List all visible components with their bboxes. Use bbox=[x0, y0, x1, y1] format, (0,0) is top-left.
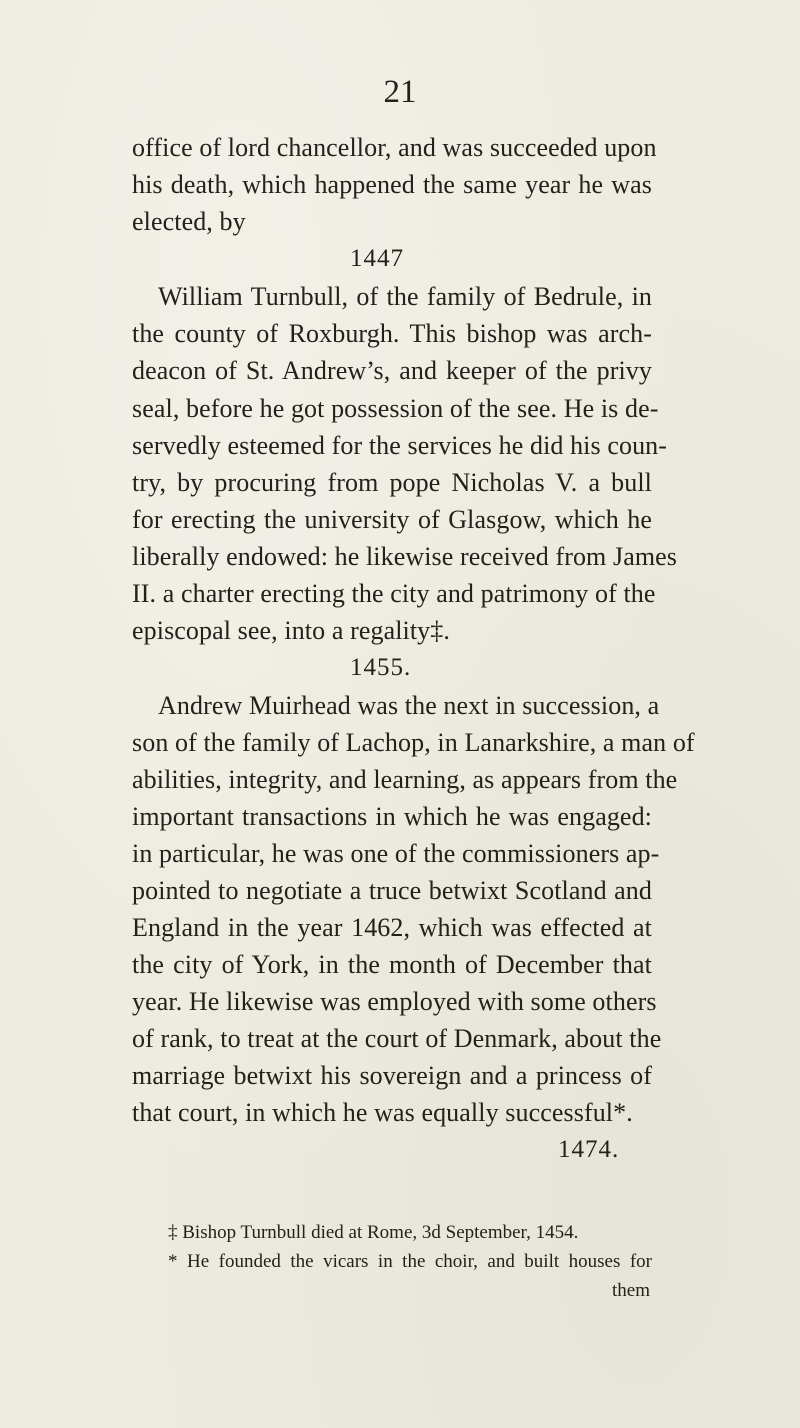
year-heading: 1474. bbox=[558, 1136, 620, 1163]
text-line: that court, in which he was equally successful*. bbox=[132, 1098, 633, 1127]
text-line: elected, by bbox=[132, 207, 246, 236]
page-number: 21 bbox=[383, 74, 417, 110]
year-heading: 1455. bbox=[350, 654, 412, 681]
footnote-line: ‡ Bishop Turnbull died at Rome, 3d September, 1454. bbox=[168, 1222, 579, 1243]
text-line: important transactions in which he was engaged: bbox=[132, 802, 652, 831]
text-line: servedly esteemed for the services he did his coun- bbox=[132, 431, 668, 460]
text-line: marriage betwixt his sovereign and a princess of bbox=[132, 1061, 652, 1090]
text-line: deacon of St. Andrew’s, and keeper of the privy bbox=[132, 356, 652, 385]
text-line: the county of Roxburgh. This bishop was arch- bbox=[132, 319, 652, 348]
text-line: of rank, to treat at the court of Denmark, about the bbox=[132, 1024, 662, 1053]
text-line: in particular, he was one of the commissioners ap- bbox=[132, 839, 660, 868]
text-line: England in the year 1462, which was effected at bbox=[132, 913, 652, 942]
text-line: son of the family of Lachop, in Lanarkshire, a man of bbox=[132, 728, 695, 757]
text-line: Andrew Muirhead was the next in succession, a bbox=[158, 691, 660, 720]
text-line: his death, which happened the same year he was bbox=[132, 170, 652, 199]
footnote-line: them bbox=[612, 1280, 650, 1301]
text-line: liberally endowed: he likewise received from James bbox=[132, 542, 678, 571]
text-line: the city of York, in the month of December that bbox=[132, 950, 652, 979]
footnote-line: * He founded the vicars in the choir, and built houses for bbox=[168, 1251, 652, 1272]
text-line: for erecting the university of Glasgow, which he bbox=[132, 505, 652, 534]
text-line: episcopal see, into a regality‡. bbox=[132, 616, 450, 645]
text-line: abilities, integrity, and learning, as appears from the bbox=[132, 765, 678, 794]
text-line: seal, before he got possession of the see. He is de- bbox=[132, 394, 659, 423]
text-line: II. a charter erecting the city and patrimony of the bbox=[132, 579, 656, 608]
text-line: pointed to negotiate a truce betwixt Scotland and bbox=[132, 876, 652, 905]
text-line: office of lord chancellor, and was succeeded upon bbox=[132, 133, 657, 162]
text-line: year. He likewise was employed with some others bbox=[132, 987, 657, 1016]
text-line: William Turnbull, of the family of Bedrule, in bbox=[158, 282, 652, 311]
year-heading: 1447 bbox=[350, 245, 404, 272]
text-line: try, by procuring from pope Nicholas V. a bull bbox=[132, 468, 652, 497]
